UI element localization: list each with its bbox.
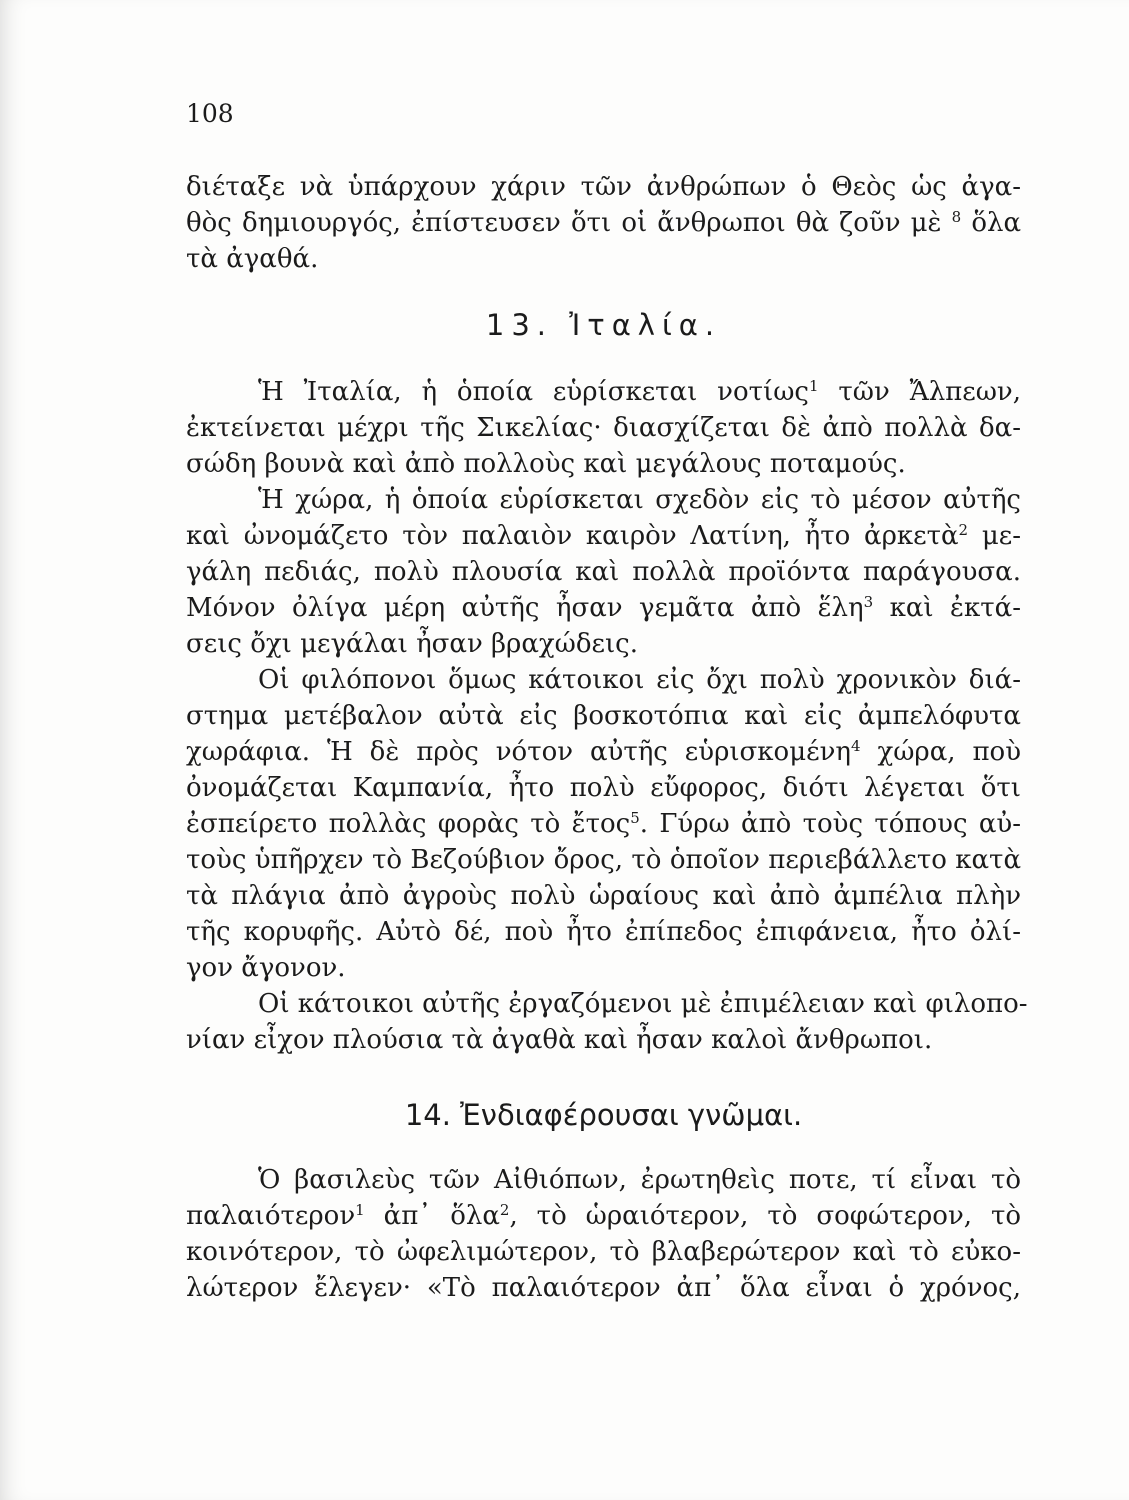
footnote-marker: 1 bbox=[355, 1201, 365, 1219]
paragraph-line bbox=[186, 878, 1021, 914]
paragraph-line bbox=[258, 482, 1021, 518]
paragraph-line bbox=[186, 518, 1021, 554]
line-text: τῶν Ἄλπεων, bbox=[838, 377, 1021, 407]
section-heading-14: 14. Ἐνδιαφέρουσαι γνῶμαι. bbox=[404, 1098, 803, 1132]
paragraph-line bbox=[186, 914, 1021, 950]
line-text: στημα μετέβαλον αὐτὰ εἰς βοσκοτόπια καὶ εἰς ἀμπελόφυτα bbox=[186, 701, 1021, 731]
line-text: Ἡ χώρα, ἡ ὁποία εὑρίσκεται σχεδὸν εἰς τὸ μέσον αὐτῆς bbox=[258, 485, 1021, 515]
line-text: χωράφια. Ἡ δὲ πρὸς νότον αὐτῆς εὑρισκομένη bbox=[186, 737, 851, 767]
line-text: Οἱ φιλόπονοι ὅμως κάτοικοι εἰς ὄχι πολὺ χρονικὸν διά- bbox=[258, 665, 1021, 695]
line-text: θὸς δημιουργός, ἐπίστευσεν ὅτι οἱ ἄνθρωποι θὰ ζοῦν μὲ bbox=[186, 208, 942, 238]
line-text: με- bbox=[981, 521, 1021, 551]
footnote-marker: 8 bbox=[951, 208, 962, 226]
line-text: ἐκτείνεται μέχρι τῆς Σικελίας· διασχίζεται δὲ ἀπὸ πολλὰ δα- bbox=[186, 413, 1021, 443]
line-text: Ὁ βασιλεὺς τῶν Αἰθιόπων, ἐρωτηθεὶς ποτε, τί εἶναι τὸ bbox=[258, 1165, 1021, 1195]
footnote-marker: 4 bbox=[850, 737, 861, 755]
paragraph-line bbox=[186, 554, 1021, 590]
footnote-marker: 2 bbox=[958, 521, 969, 539]
footnote-marker: 1 bbox=[808, 377, 819, 395]
line-text: γον ἄγονον. bbox=[186, 953, 346, 983]
paragraph-line bbox=[186, 446, 1021, 482]
line-text: ὅλα bbox=[971, 208, 1022, 238]
line-text: λώτερον ἔλεγεν· «Τὸ παλαιότερον ἀπ᾽ ὅλα εἶναι ὁ χρόνος, bbox=[186, 1273, 1021, 1303]
paragraph-line bbox=[186, 806, 1021, 842]
line-text: , τὸ ὡραιότερον, τὸ σοφώτερον, τὸ bbox=[509, 1201, 1021, 1231]
footnote-marker: 5 bbox=[630, 809, 640, 827]
line-text: καὶ ὠνομάζετο τὸν παλαιὸν καιρὸν Λατίνη, ἦτο ἀρκετὰ bbox=[186, 521, 959, 551]
line-text: τῆς κορυφῆς. Αὐτὸ δέ, ποὺ ἦτο ἐπίπεδος ἐπιφάνεια, ἦτο ὀλί- bbox=[186, 917, 1021, 947]
paragraph-line bbox=[186, 1198, 1021, 1234]
paragraph-line bbox=[186, 410, 1021, 446]
line-text: τὰ ἀγαθά. bbox=[186, 244, 319, 274]
paragraph-line bbox=[186, 734, 1021, 770]
line-text: νίαν εἶχον πλούσια τὰ ἀγαθὰ καὶ ἦσαν καλοὶ ἄνθρωποι. bbox=[186, 1025, 933, 1055]
paragraph-line bbox=[186, 205, 1021, 241]
line-text: τοὺς ὑπῆρχεν τὸ Βεζούβιον ὄρος, τὸ ὁποῖον περιεβάλλετο κατὰ bbox=[186, 845, 1021, 875]
line-text: σώδη βουνὰ καὶ ἀπὸ πολλοὺς καὶ μεγάλους ποταμούς. bbox=[186, 449, 906, 479]
page-number: 108 bbox=[186, 99, 234, 128]
paragraph-line bbox=[186, 1022, 1021, 1058]
paragraph-line bbox=[186, 169, 1021, 205]
paragraph-line bbox=[258, 1162, 1021, 1198]
paragraph-line bbox=[186, 950, 1021, 986]
line-text: Οἱ κάτοικοι αὐτῆς ἐργαζόμενοι μὲ ἐπιμέλειαν καὶ φιλοπο- bbox=[258, 989, 1028, 1019]
line-text: διέταξε νὰ ὑπάρχουν χάριν τῶν ἀνθρώπων ὁ Θεὸς ὡς ἀγα- bbox=[186, 172, 1021, 202]
line-text: . Γύρω ἀπὸ τοὺς τόπους αὐ- bbox=[639, 809, 1021, 839]
footnote-marker: 2 bbox=[499, 1201, 510, 1219]
paragraph-line bbox=[186, 698, 1021, 734]
paragraph-line bbox=[186, 241, 1021, 277]
paragraph-line bbox=[258, 662, 1021, 698]
paragraph-line bbox=[186, 626, 1021, 662]
line-text: Μόνον ὀλίγα μέρη αὐτῆς ἦσαν γεμᾶτα ἀπὸ ἕλη bbox=[186, 593, 864, 623]
line-text: ἀπ᾽ ὅλα bbox=[383, 1201, 500, 1231]
paragraph-line bbox=[258, 986, 1028, 1022]
paragraph-line bbox=[186, 770, 1021, 806]
line-text: σεις ὄχι μεγάλαι ἦσαν βραχώδεις. bbox=[186, 629, 638, 659]
paragraph-line bbox=[186, 1234, 1021, 1270]
line-text: καὶ ἐκτά- bbox=[889, 593, 1021, 623]
line-text: ὀνομάζεται Καμπανία, ἦτο πολὺ εὔφορος, διότι λέγεται ὅτι bbox=[186, 773, 1021, 803]
section-heading-13: 13. Ἰταλία. bbox=[485, 308, 722, 342]
paragraph-line bbox=[186, 590, 1021, 626]
footnote-marker: 3 bbox=[863, 593, 874, 611]
line-text: Ἡ Ἰταλία, ἡ ὁποία εὑρίσκεται νοτίως bbox=[258, 377, 809, 407]
line-text: χώρα, ποὺ bbox=[877, 737, 1021, 767]
paragraph-line bbox=[258, 374, 1021, 410]
line-text: παλαιότερον bbox=[186, 1201, 356, 1231]
line-text: κοινότερον, τὸ ὠφελιμώτερον, τὸ βλαβερώτερον καὶ τὸ εὐκο- bbox=[186, 1237, 1021, 1267]
line-text: τὰ πλάγια ἀπὸ ἀγροὺς πολὺ ὡραίους καὶ ἀπὸ ἀμπέλια πλὴν bbox=[186, 881, 1021, 911]
paragraph-line bbox=[186, 1270, 1021, 1306]
paragraph-line bbox=[186, 842, 1021, 878]
line-text: γάλη πεδιάς, πολὺ πλουσία καὶ πολλὰ προϊόντα παράγουσα. bbox=[186, 557, 1021, 587]
line-text: ἐσπείρετο πολλὰς φορὰς τὸ ἔτος bbox=[186, 809, 631, 839]
